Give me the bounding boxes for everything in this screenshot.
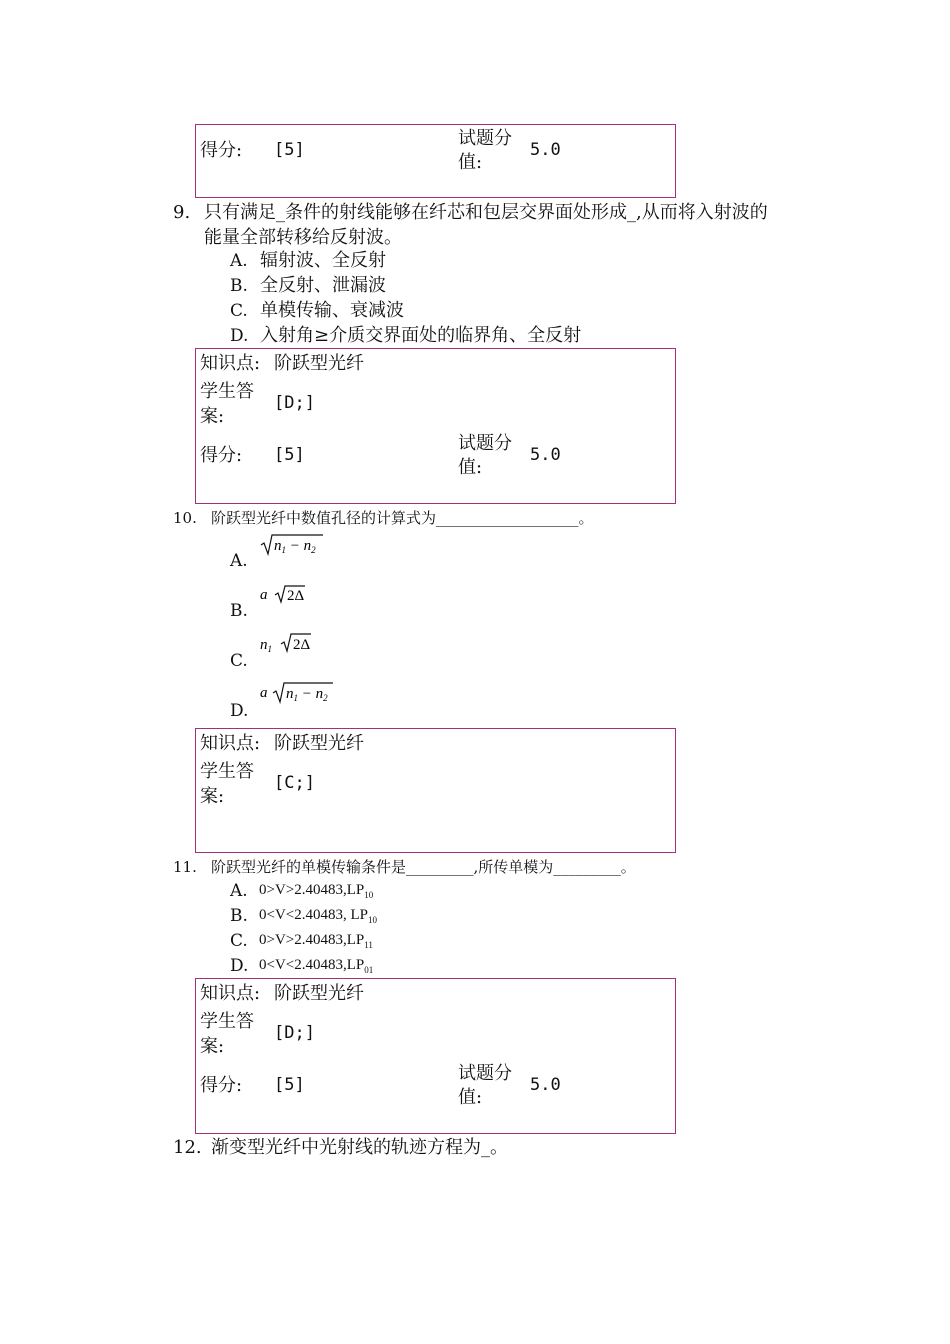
answer-label-1: 学生答 — [200, 1011, 254, 1032]
svg-text:a: a — [260, 587, 268, 603]
q11-info-box — [195, 978, 676, 1134]
q12-number: 12. — [173, 1137, 202, 1158]
score-value: [5] — [274, 140, 305, 160]
q11-option-a-text: $0>V>2.40483,LP_{10}$ — [259, 882, 374, 900]
formula-d — [259, 680, 335, 706]
answer-label-1: 学生答 — [200, 761, 254, 782]
answer-value: [D;] — [274, 1023, 315, 1043]
q9-text-line2: 能量全部转移给反射波。 — [204, 227, 402, 248]
q10-number: 10. — [173, 509, 197, 527]
svg-text:n1 − n2: $n_1 - n_2$ — [274, 538, 316, 555]
answer-label-2: 案: — [200, 786, 225, 807]
q9-option-a-letter: A. — [230, 251, 248, 271]
q11-option-d-text: $0<V<2.40483,LP_{01}$ — [259, 957, 374, 975]
q9-number: 9. — [173, 202, 191, 223]
q9-option-c-letter: C. — [230, 301, 248, 321]
q10-option-c-letter: C. — [230, 651, 248, 671]
score-label: 得分: — [200, 140, 243, 161]
q9-option-a-text: 辐射波、全反射 — [260, 250, 386, 271]
q9-option-d-text: 入射角≥介质交界面处的临界角、全反射 — [260, 325, 582, 346]
answer-value: [D;] — [274, 393, 315, 413]
score-value: [5] — [274, 445, 305, 465]
top-info-box — [195, 124, 676, 198]
q11-option-a-letter: A. — [230, 881, 248, 901]
answer-label-1: 学生答 — [200, 381, 254, 402]
svg-text:2Δ: 2Δ — [293, 637, 311, 653]
score-label: 得分: — [200, 445, 243, 466]
formula-c — [259, 630, 315, 658]
formula-b — [259, 582, 309, 608]
q12-text: 渐变型光纤中光射线的轨迹方程为_。 — [211, 1137, 508, 1158]
points-label-1: 试题分 — [458, 433, 512, 454]
svg-text:n1: $n_1$ — [260, 637, 272, 654]
q11-text: 阶跃型光纤的单模传输条件是_________,所传单模为_________。 — [211, 858, 636, 876]
q10-option-a-letter: A. — [230, 551, 248, 571]
answer-label-2: 案: — [200, 406, 225, 427]
q11-number: 11. — [173, 858, 197, 876]
q11-option-d-letter: D. — [230, 956, 249, 976]
formula-a — [259, 532, 325, 558]
q9-text-line1: 只有满足_条件的射线能够在纤芯和包层交界面处形成_,从而将入射波的 — [204, 202, 768, 223]
q9-option-c-text: 单模传输、衰减波 — [260, 300, 404, 321]
score-value: [5] — [274, 1075, 305, 1095]
q11-option-b-text: 0<V<2.40483, $LP_{10}$ — [259, 907, 378, 925]
points-label-1: 试题分 — [458, 128, 512, 149]
knowledge-value: 阶跃型光纤 — [274, 353, 364, 374]
q11-option-c-letter: C. — [230, 931, 248, 951]
q9-option-b-text: 全反射、泄漏波 — [260, 275, 386, 296]
q10-option-b-letter: B. — [230, 601, 248, 621]
knowledge-label: 知识点: — [200, 983, 261, 1004]
q10-option-d-letter: D. — [230, 701, 249, 721]
points-label-2: 值: — [458, 152, 483, 173]
points-label-2: 值: — [458, 1087, 483, 1108]
q9-option-b-letter: B. — [230, 276, 248, 296]
q10-text: 阶跃型光纤中数值孔径的计算式为___________________。 — [211, 509, 594, 527]
answer-label-2: 案: — [200, 1036, 225, 1057]
svg-text:2Δ: 2Δ — [287, 588, 305, 604]
points-value: 5.0 — [530, 140, 561, 160]
q11-option-b-letter: B. — [230, 906, 248, 926]
knowledge-value: 阶跃型光纤 — [274, 733, 364, 754]
answer-value: [C;] — [274, 773, 315, 793]
svg-text:n1 − n2: $n_1 - n_2$ — [286, 686, 328, 703]
q9-option-d-letter: D. — [230, 326, 249, 346]
q10-info-box — [195, 728, 676, 853]
points-value: 5.0 — [530, 1075, 561, 1095]
knowledge-value: 阶跃型光纤 — [274, 983, 364, 1004]
points-label-1: 试题分 — [458, 1063, 512, 1084]
score-label: 得分: — [200, 1075, 243, 1096]
q11-option-c-text: $0>V>2.40483,LP_{11}$ — [259, 932, 373, 950]
points-label-2: 值: — [458, 457, 483, 478]
svg-text:a: a — [260, 685, 268, 701]
knowledge-label: 知识点: — [200, 353, 261, 374]
points-value: 5.0 — [530, 445, 561, 465]
knowledge-label: 知识点: — [200, 733, 261, 754]
q9-info-box — [195, 348, 676, 504]
